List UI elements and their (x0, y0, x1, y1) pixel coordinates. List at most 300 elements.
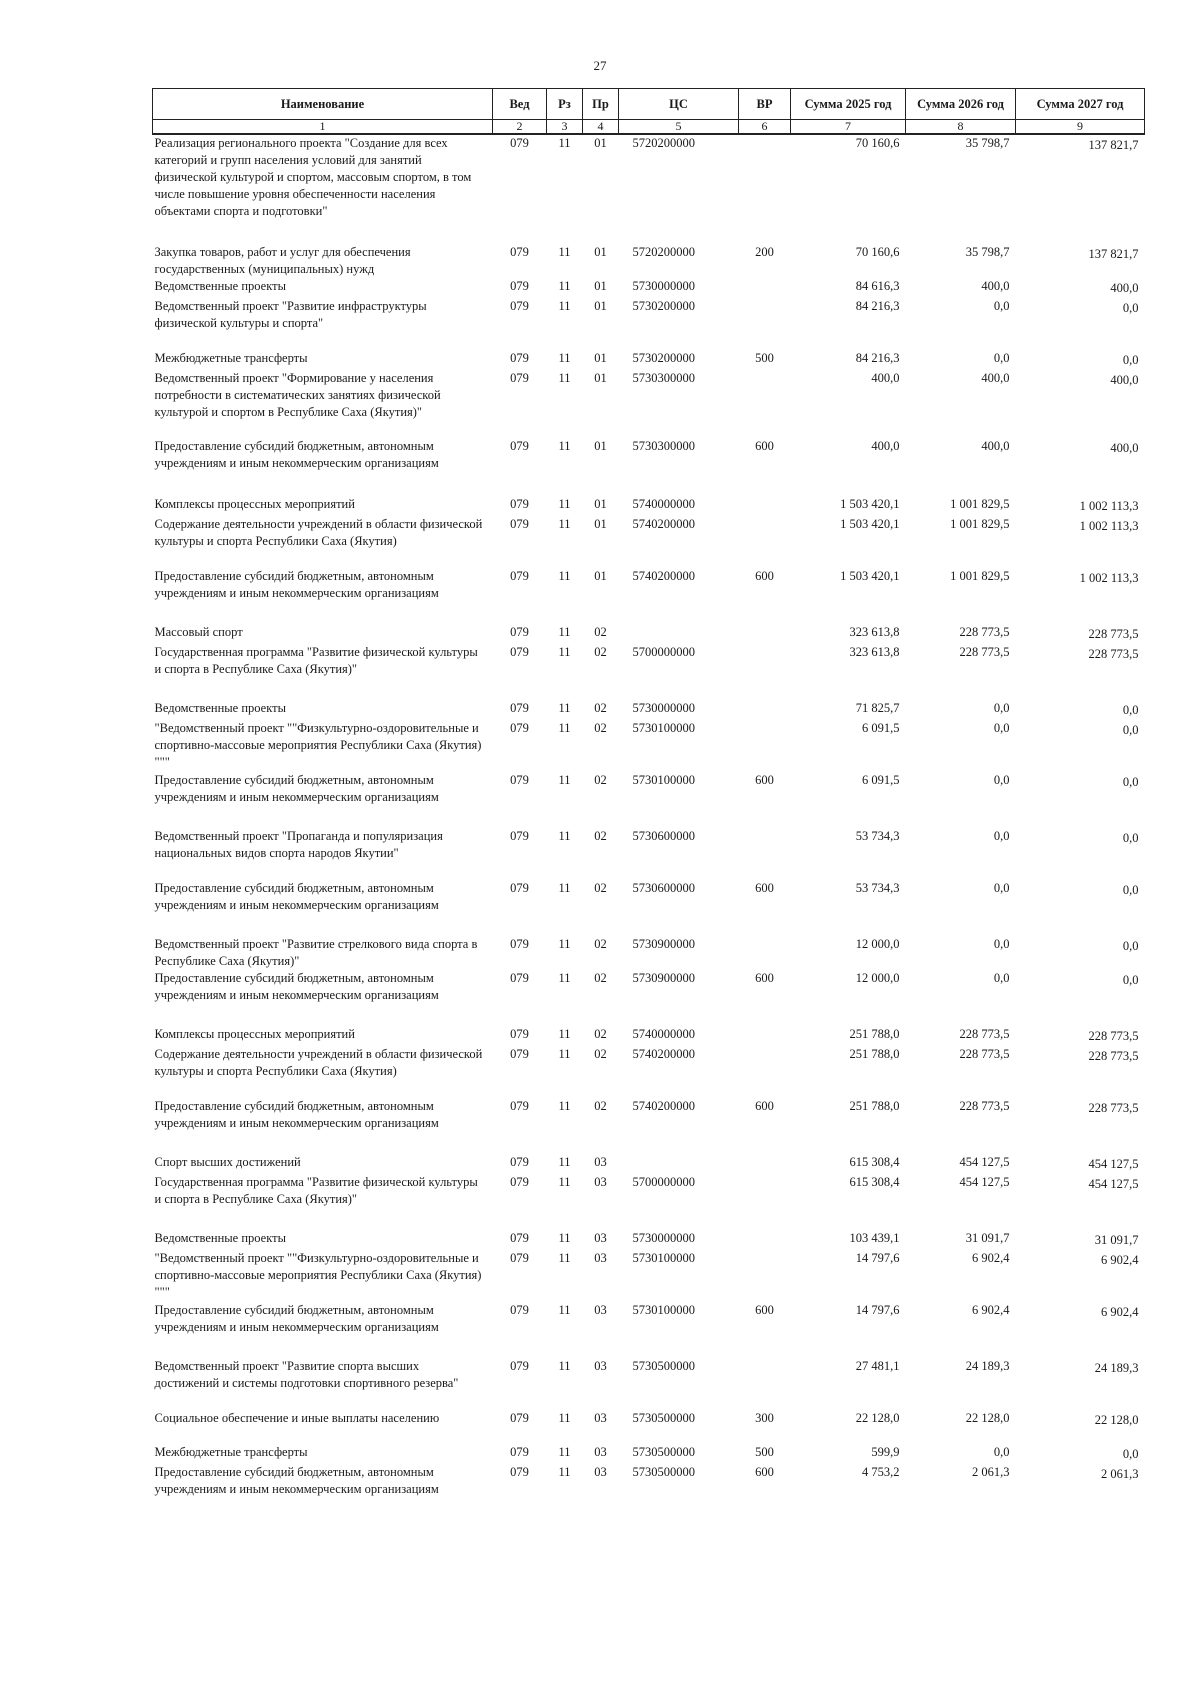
row-cs: 5730500000 (632, 1359, 695, 1373)
row-name: Государственная программа "Развитие физической культуры и спорта в Республике Саха (Якутия)" (154, 645, 478, 676)
row-cs: 5730100000 (632, 773, 695, 787)
row-name: Ведомственные проекты (154, 701, 287, 715)
row-cs: 5720200000 (632, 136, 695, 150)
row-vr (739, 700, 791, 720)
row-name: Ведомственный проект "Развитие стрелкового вида спорта в Республике Саха (Якутия)" (154, 937, 478, 968)
row-rz: 11 (558, 1411, 571, 1425)
row-name: Закупка товаров, работ и услуг для обеспечения государственных (муниципальных) нужд (154, 245, 411, 276)
row-cs: 5700000000 (632, 1175, 695, 1189)
column-number: 6 (739, 120, 791, 135)
row-pr: 02 (594, 1027, 607, 1041)
row-sum-2026: 1 001 829,5 (950, 497, 1010, 511)
row-sum-2026: 0,0 (993, 829, 1010, 843)
row-rz: 11 (558, 937, 571, 951)
row-pr: 02 (594, 1099, 607, 1113)
row-cs: 5740200000 (632, 1047, 695, 1061)
row-sum-2025: 84 216,3 (855, 299, 900, 313)
row-ved: 079 (510, 136, 529, 150)
row-vr: 200 (755, 245, 774, 259)
row-sum-2027: 0,0 (1122, 973, 1139, 987)
row-name: Государственная программа "Развитие физической культуры и спорта в Республике Саха (Якутия)" (154, 1175, 478, 1206)
row-cs: 5730900000 (632, 937, 695, 951)
row-sum-2025: 84 216,3 (855, 351, 900, 365)
row-sum-2027: 0,0 (1122, 831, 1139, 845)
row-rz: 11 (558, 829, 571, 843)
row-rz: 11 (558, 1027, 571, 1041)
row-pr: 02 (594, 645, 607, 659)
row-vr (739, 720, 791, 772)
row-sum-2025: 84 616,3 (855, 279, 900, 293)
row-sum-2027: 137 821,7 (1088, 247, 1139, 261)
row-sum-2025: 12 000,0 (855, 937, 900, 951)
row-vr (739, 936, 791, 970)
table-row (153, 970, 1145, 1026)
row-sum-2027: 0,0 (1122, 723, 1139, 737)
row-rz: 11 (558, 299, 571, 313)
row-sum-2025: 14 797,6 (855, 1251, 900, 1265)
row-sum-2025: 53 734,3 (855, 829, 900, 843)
header-sum-2026: Сумма 2026 год (906, 89, 1016, 120)
row-vr (739, 1358, 791, 1410)
row-name: Содержание деятельности учреждений в области физической культуры и спорта Республики Саха (Якутия) (154, 517, 483, 548)
table-row (153, 1154, 1145, 1174)
row-sum-2026: 228 773,5 (959, 1099, 1010, 1113)
row-rz: 11 (558, 971, 571, 985)
row-ved: 079 (510, 299, 529, 313)
row-ved: 079 (510, 569, 529, 583)
table-row (153, 1358, 1145, 1410)
row-cs: 5740200000 (632, 569, 695, 583)
header-name: Наименование (153, 89, 493, 120)
row-cs: 5740000000 (632, 1027, 695, 1041)
column-number: 3 (547, 120, 583, 135)
row-sum-2025: 53 734,3 (855, 881, 900, 895)
row-rz: 11 (558, 371, 571, 385)
row-sum-2026: 400,0 (981, 279, 1010, 293)
row-name: Предоставление субсидий бюджетным, автономным учреждениям и иным некоммерческим организациям (154, 1099, 439, 1130)
row-rz: 11 (558, 1445, 571, 1459)
table-row (153, 772, 1145, 828)
row-cs: 5730600000 (632, 829, 695, 843)
row-vr (739, 828, 791, 880)
row-sum-2026: 2 061,3 (972, 1465, 1010, 1479)
row-sum-2026: 24 189,3 (965, 1359, 1010, 1373)
table-body (153, 134, 1145, 1516)
table-row (153, 244, 1145, 278)
row-rz: 11 (558, 1465, 571, 1479)
row-rz: 11 (558, 1231, 571, 1245)
row-sum-2027: 0,0 (1122, 775, 1139, 789)
row-sum-2025: 103 439,1 (849, 1231, 900, 1245)
row-ved: 079 (510, 1027, 529, 1041)
header-cs: ЦС (619, 89, 739, 120)
row-cs: 5730000000 (632, 279, 695, 293)
row-rz: 11 (558, 351, 571, 365)
row-vr (739, 516, 791, 568)
row-sum-2025: 12 000,0 (855, 971, 900, 985)
row-vr (739, 1230, 791, 1250)
table-row (153, 1230, 1145, 1250)
row-pr: 01 (594, 371, 607, 385)
row-pr: 01 (594, 299, 607, 313)
row-vr (739, 1026, 791, 1046)
row-name: Предоставление субсидий бюджетным, автономным учреждениям и иным некоммерческим организациям (154, 773, 439, 804)
row-sum-2025: 1 503 420,1 (840, 497, 900, 511)
row-sum-2027: 454 127,5 (1088, 1177, 1139, 1191)
table-row (153, 438, 1145, 496)
table-row (153, 568, 1145, 624)
row-sum-2026: 22 128,0 (965, 1411, 1010, 1425)
row-rz: 11 (558, 245, 571, 259)
row-pr: 02 (594, 1047, 607, 1061)
row-name: "Ведомственный проект ""Физкультурно-оздоровительные и спортивно-массовые мероприятия Республики Саха (Якутия) """ (154, 721, 482, 769)
table-row (153, 644, 1145, 700)
row-sum-2026: 35 798,7 (965, 245, 1010, 259)
row-sum-2026: 0,0 (993, 937, 1010, 951)
row-sum-2026: 0,0 (993, 881, 1010, 895)
table-row (153, 700, 1145, 720)
row-cs: 5730300000 (632, 371, 695, 385)
row-sum-2026: 1 001 829,5 (950, 517, 1010, 531)
row-name: Ведомственные проекты (154, 279, 287, 293)
row-rz: 11 (558, 881, 571, 895)
row-cs: 5730500000 (632, 1465, 695, 1479)
row-sum-2027: 0,0 (1122, 703, 1139, 717)
row-sum-2027: 0,0 (1122, 1447, 1139, 1461)
row-name: Предоставление субсидий бюджетным, автономным учреждениям и иным некоммерческим организациям (154, 569, 439, 600)
row-vr (739, 1154, 791, 1174)
column-number: 7 (791, 120, 906, 135)
row-sum-2025: 6 091,5 (862, 773, 900, 787)
row-sum-2026: 1 001 829,5 (950, 569, 1010, 583)
row-sum-2027: 400,0 (1110, 441, 1139, 455)
row-sum-2027: 1 002 113,3 (1079, 499, 1139, 513)
row-pr: 03 (594, 1303, 607, 1317)
row-pr: 02 (594, 829, 607, 843)
row-vr: 600 (755, 569, 774, 583)
table-row (153, 134, 1145, 244)
row-pr: 03 (594, 1445, 607, 1459)
row-sum-2025: 400,0 (871, 371, 900, 385)
header-ved: Вед (493, 89, 547, 120)
row-name: Ведомственный проект "Развитие спорта высших достижений и системы подготовки спортивного резерва" (154, 1359, 459, 1390)
row-ved: 079 (510, 1303, 529, 1317)
row-cs: 5730300000 (632, 439, 695, 453)
table-row (153, 350, 1145, 370)
row-sum-2025: 615 308,4 (849, 1155, 900, 1169)
row-sum-2026: 0,0 (993, 721, 1010, 735)
row-ved: 079 (510, 351, 529, 365)
column-number: 1 (153, 120, 493, 135)
row-name: Предоставление субсидий бюджетным, автономным учреждениям и иным некоммерческим организациям (154, 439, 439, 470)
row-sum-2025: 323 613,8 (849, 645, 900, 659)
row-sum-2025: 251 788,0 (849, 1099, 900, 1113)
table-row (153, 720, 1145, 772)
column-number: 4 (583, 120, 619, 135)
header-row (153, 89, 1145, 120)
table-row (153, 298, 1145, 350)
row-rz: 11 (558, 1175, 571, 1189)
row-sum-2026: 454 127,5 (959, 1175, 1010, 1189)
row-ved: 079 (510, 517, 529, 531)
row-name: Спорт высших достижений (154, 1155, 301, 1169)
row-vr: 600 (755, 1099, 774, 1113)
row-ved: 079 (510, 1445, 529, 1459)
row-name: Социальное обеспечение и иные выплаты населению (154, 1411, 440, 1425)
row-cs: 5730900000 (632, 971, 695, 985)
row-vr (739, 1174, 791, 1230)
row-vr (739, 496, 791, 516)
row-vr (739, 1046, 791, 1098)
row-vr (739, 370, 791, 438)
row-cs: 5730600000 (632, 881, 695, 895)
row-pr: 03 (594, 1231, 607, 1245)
row-sum-2027: 1 002 113,3 (1079, 571, 1139, 585)
row-sum-2027: 228 773,5 (1088, 627, 1139, 641)
table-row (153, 1464, 1145, 1516)
row-vr: 600 (755, 439, 774, 453)
row-sum-2026: 0,0 (993, 299, 1010, 313)
row-ved: 079 (510, 1359, 529, 1373)
row-pr: 03 (594, 1465, 607, 1479)
row-sum-2026: 400,0 (981, 439, 1010, 453)
table-row (153, 1046, 1145, 1098)
column-number: 9 (1016, 120, 1145, 135)
row-sum-2025: 599,9 (871, 1445, 900, 1459)
row-name: Ведомственный проект "Формирование у населения потребности в систематических занятиях физической культурой и спортом в Республике Саха (Якутия)" (154, 371, 441, 419)
row-sum-2026: 0,0 (993, 773, 1010, 787)
row-ved: 079 (510, 971, 529, 985)
row-sum-2026: 228 773,5 (959, 1027, 1010, 1041)
row-vr: 500 (755, 1445, 774, 1459)
row-sum-2025: 1 503 420,1 (840, 569, 900, 583)
row-sum-2026: 6 902,4 (972, 1303, 1010, 1317)
row-name: Ведомственные проекты (154, 1231, 287, 1245)
row-sum-2025: 22 128,0 (855, 1411, 900, 1425)
row-ved: 079 (510, 439, 529, 453)
table-row (153, 624, 1145, 644)
row-rz: 11 (558, 439, 571, 453)
header-sum-2027: Сумма 2027 год (1016, 89, 1145, 120)
row-rz: 11 (558, 279, 571, 293)
row-sum-2025: 400,0 (871, 439, 900, 453)
row-pr: 02 (594, 625, 607, 639)
row-sum-2026: 228 773,5 (959, 625, 1010, 639)
row-name: Ведомственный проект "Развитие инфраструктуры физической культуры и спорта" (154, 299, 427, 330)
table-row (153, 1302, 1145, 1358)
row-sum-2027: 6 902,4 (1101, 1305, 1139, 1319)
row-ved: 079 (510, 721, 529, 735)
row-cs: 5740200000 (632, 517, 695, 531)
row-sum-2027: 0,0 (1122, 939, 1139, 953)
row-ved: 079 (510, 1099, 529, 1113)
row-sum-2025: 615 308,4 (849, 1175, 900, 1189)
row-rz: 11 (558, 645, 571, 659)
row-pr: 02 (594, 937, 607, 951)
row-rz: 11 (558, 773, 571, 787)
row-sum-2027: 6 902,4 (1101, 1253, 1139, 1267)
row-pr: 03 (594, 1155, 607, 1169)
row-ved: 079 (510, 701, 529, 715)
row-ved: 079 (510, 1251, 529, 1265)
row-name: Массовый спорт (154, 625, 243, 639)
row-name: Предоставление субсидий бюджетным, автономным учреждениям и иным некоммерческим организациям (154, 881, 439, 912)
row-vr: 600 (755, 1465, 774, 1479)
row-pr: 03 (594, 1359, 607, 1373)
row-pr: 02 (594, 971, 607, 985)
row-cs: 5730000000 (632, 1231, 695, 1245)
row-sum-2027: 228 773,5 (1088, 1049, 1139, 1063)
row-ved: 079 (510, 1175, 529, 1189)
table-row (153, 516, 1145, 568)
row-vr: 600 (755, 971, 774, 985)
row-sum-2025: 323 613,8 (849, 625, 900, 639)
row-sum-2026: 228 773,5 (959, 1047, 1010, 1061)
row-ved: 079 (510, 245, 529, 259)
row-sum-2026: 454 127,5 (959, 1155, 1010, 1169)
row-sum-2027: 0,0 (1122, 883, 1139, 897)
table-row (153, 1444, 1145, 1464)
row-sum-2027: 400,0 (1110, 281, 1139, 295)
table-row (153, 1410, 1145, 1444)
row-cs (619, 624, 739, 644)
row-pr: 01 (594, 439, 607, 453)
row-name: Содержание деятельности учреждений в области физической культуры и спорта Республики Саха (Якутия) (154, 1047, 483, 1078)
row-ved: 079 (510, 371, 529, 385)
row-sum-2025: 1 503 420,1 (840, 517, 900, 531)
row-ved: 079 (510, 829, 529, 843)
row-pr: 01 (594, 517, 607, 531)
row-ved: 079 (510, 1411, 529, 1425)
row-rz: 11 (558, 136, 571, 150)
row-name: "Ведомственный проект ""Физкультурно-оздоровительные и спортивно-массовые мероприятия Республики Саха (Якутия) """ (154, 1251, 482, 1299)
row-rz: 11 (558, 1099, 571, 1113)
row-name: Предоставление субсидий бюджетным, автономным учреждениям и иным некоммерческим организациям (154, 971, 439, 1002)
row-name: Межбюджетные трансферты (154, 351, 308, 365)
row-name: Межбюджетные трансферты (154, 1445, 308, 1459)
column-number-row (153, 120, 1145, 135)
row-sum-2025: 27 481,1 (855, 1359, 900, 1373)
row-cs: 5730500000 (632, 1445, 695, 1459)
table-header (153, 89, 1145, 135)
row-rz: 11 (558, 569, 571, 583)
table-row (153, 1026, 1145, 1046)
row-vr (739, 1250, 791, 1302)
table-row (153, 370, 1145, 438)
row-ved: 079 (510, 279, 529, 293)
row-ved: 079 (510, 625, 529, 639)
row-pr: 01 (594, 245, 607, 259)
row-pr: 02 (594, 701, 607, 715)
row-sum-2027: 0,0 (1122, 301, 1139, 315)
row-sum-2026: 228 773,5 (959, 645, 1010, 659)
row-vr: 300 (755, 1411, 774, 1425)
row-cs: 5730200000 (632, 351, 695, 365)
row-sum-2025: 4 753,2 (862, 1465, 900, 1479)
table-row (153, 496, 1145, 516)
row-cs: 5740000000 (632, 497, 695, 511)
row-sum-2027: 228 773,5 (1088, 1029, 1139, 1043)
row-ved: 079 (510, 645, 529, 659)
row-pr: 01 (594, 497, 607, 511)
table-row (153, 880, 1145, 936)
page-number: 27 (593, 58, 607, 73)
row-vr: 600 (755, 773, 774, 787)
header-vr: ВР (739, 89, 791, 120)
row-vr (739, 644, 791, 700)
row-cs: 5730100000 (632, 1303, 695, 1317)
row-cs: 5730100000 (632, 721, 695, 735)
row-ved: 079 (510, 497, 529, 511)
row-cs (619, 1154, 739, 1174)
row-sum-2025: 70 160,6 (855, 245, 900, 259)
row-vr (739, 134, 791, 244)
row-cs: 5740200000 (632, 1099, 695, 1113)
row-cs: 5720200000 (632, 245, 695, 259)
row-sum-2027: 454 127,5 (1088, 1157, 1139, 1171)
row-pr: 01 (594, 569, 607, 583)
row-rz: 11 (558, 625, 571, 639)
row-pr: 03 (594, 1411, 607, 1425)
row-sum-2026: 0,0 (993, 701, 1010, 715)
row-rz: 11 (558, 1303, 571, 1317)
row-cs: 5730200000 (632, 299, 695, 313)
row-pr: 03 (594, 1175, 607, 1189)
row-ved: 079 (510, 881, 529, 895)
row-ved: 079 (510, 937, 529, 951)
row-cs: 5700000000 (632, 645, 695, 659)
row-pr: 02 (594, 773, 607, 787)
budget-table (152, 88, 1145, 1516)
row-name: Предоставление субсидий бюджетным, автономным учреждениям и иным некоммерческим организациям (154, 1303, 439, 1334)
row-pr: 01 (594, 351, 607, 365)
row-sum-2026: 6 902,4 (972, 1251, 1010, 1265)
column-number: 8 (906, 120, 1016, 135)
row-rz: 11 (558, 517, 571, 531)
row-sum-2027: 22 128,0 (1094, 1413, 1139, 1427)
row-sum-2027: 0,0 (1122, 353, 1139, 367)
table-row (153, 1098, 1145, 1154)
row-sum-2027: 228 773,5 (1088, 1101, 1139, 1115)
row-vr: 500 (755, 351, 774, 365)
row-rz: 11 (558, 497, 571, 511)
table-row (153, 1174, 1145, 1230)
row-ved: 079 (510, 1231, 529, 1245)
row-sum-2027: 228 773,5 (1088, 647, 1139, 661)
row-sum-2026: 35 798,7 (965, 136, 1010, 150)
row-sum-2026: 0,0 (993, 971, 1010, 985)
row-vr (739, 298, 791, 350)
row-sum-2026: 400,0 (981, 371, 1010, 385)
row-sum-2025: 71 825,7 (855, 701, 900, 715)
row-sum-2025: 251 788,0 (849, 1047, 900, 1061)
row-name: Ведомственный проект "Пропаганда и популяризация национальных видов спорта народов Якутии" (154, 829, 443, 860)
table-row (153, 828, 1145, 880)
table-row (153, 1250, 1145, 1302)
header-sum-2025: Сумма 2025 год (791, 89, 906, 120)
row-pr: 03 (594, 1251, 607, 1265)
row-sum-2026: 31 091,7 (965, 1231, 1010, 1245)
row-sum-2026: 0,0 (993, 351, 1010, 365)
row-rz: 11 (558, 1047, 571, 1061)
table-row (153, 278, 1145, 298)
header-pr: Пр (583, 89, 619, 120)
row-pr: 02 (594, 721, 607, 735)
row-name: Комплексы процессных мероприятий (154, 497, 355, 511)
row-name: Комплексы процессных мероприятий (154, 1027, 355, 1041)
row-vr: 600 (755, 1303, 774, 1317)
row-sum-2025: 251 788,0 (849, 1027, 900, 1041)
